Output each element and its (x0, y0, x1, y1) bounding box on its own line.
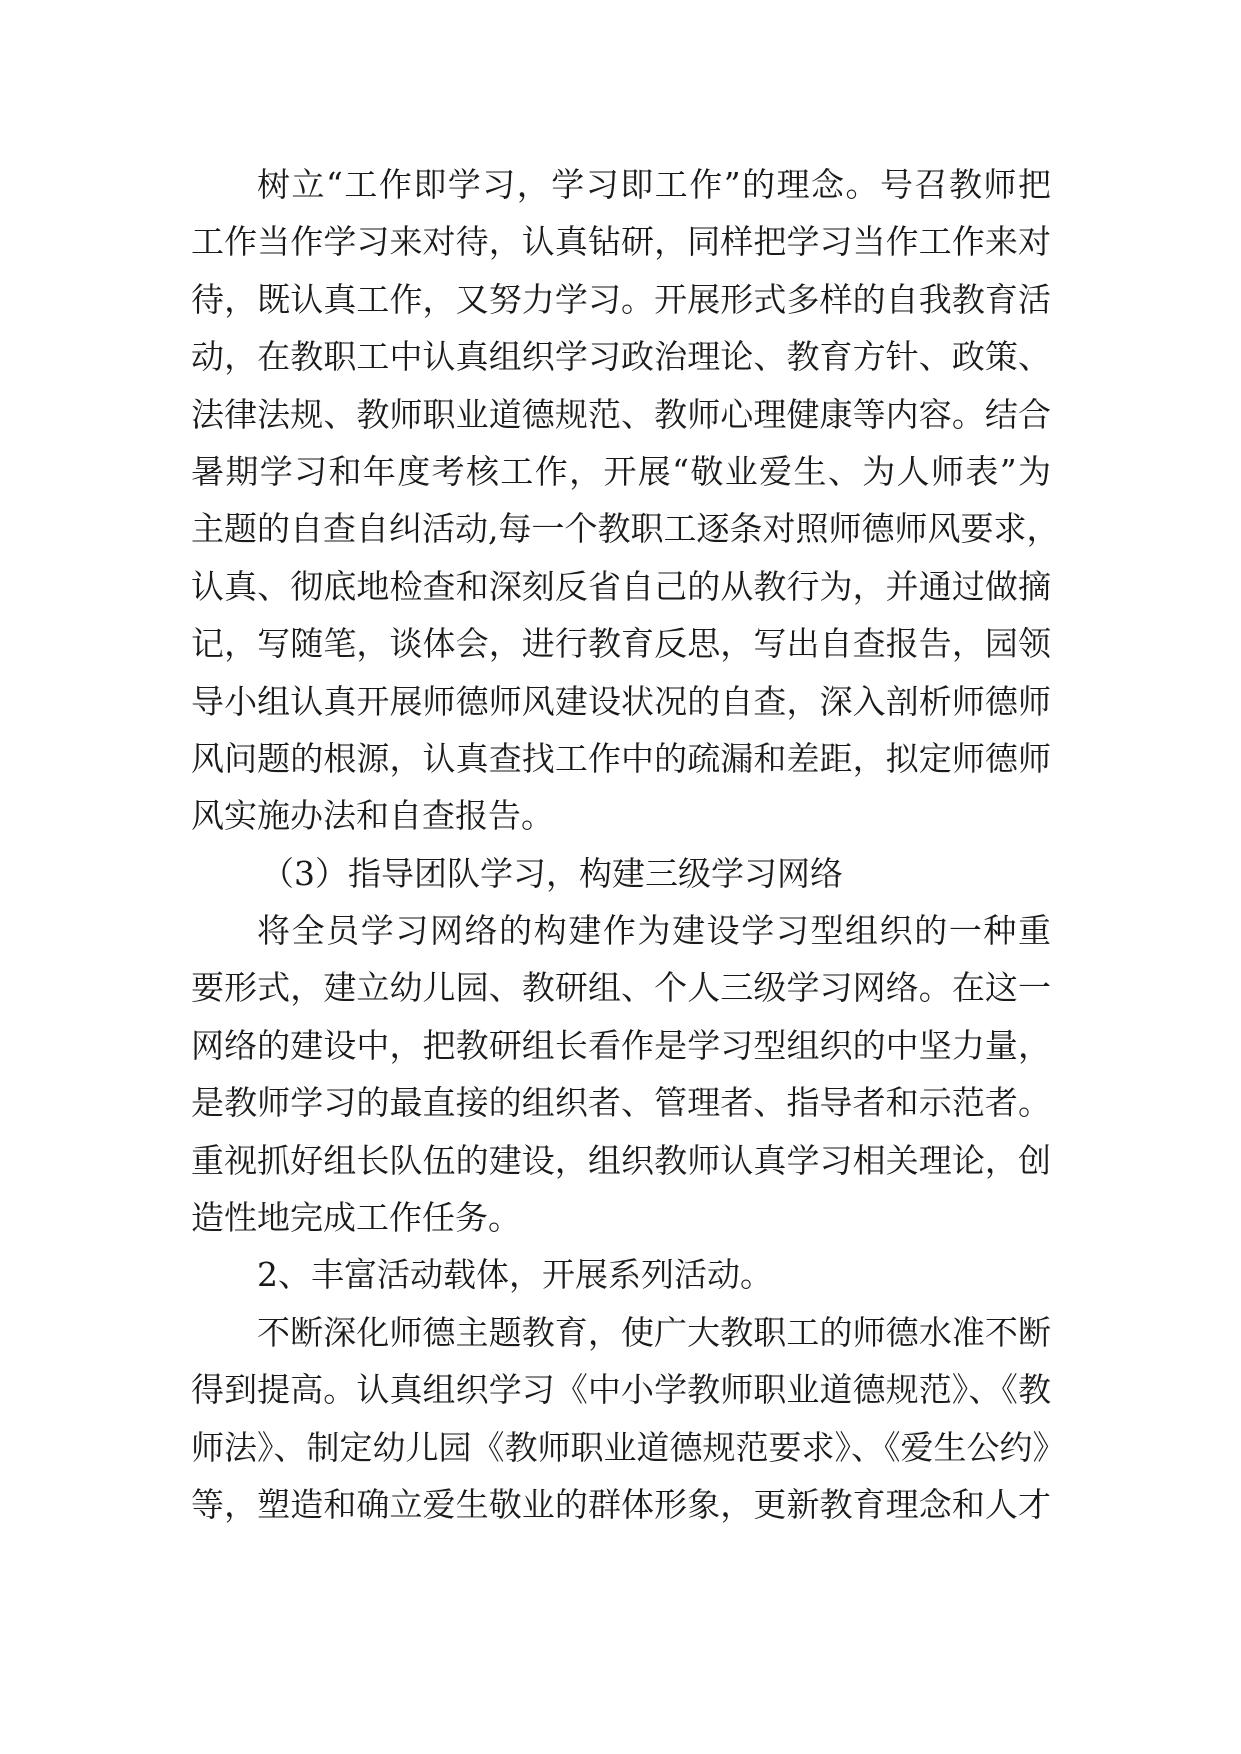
section-heading-3 (191, 845, 1051, 902)
text-line: 记，写随笔，谈体会，进行教育反思，写出自查报告，园领 (191, 624, 1051, 664)
body-text (191, 156, 1066, 1533)
text-line: 风问题的根源，认真查找工作中的疏漏和差距，拟定师德师 (191, 738, 1051, 778)
text-line: 待，既认真工作，又努力学习。开展形式多样的自我教育活 (191, 279, 1051, 319)
text-line: 师法》、制定幼儿园《教师职业道德规范要求》、《爱生公约》 (191, 1427, 1066, 1467)
text-line: 不断深化师德主题教育，使广大教职工的师德水准不断 (257, 1312, 1051, 1352)
text-line: 重视抓好组长队伍的建设，组织教师认真学习相关理论，创 (191, 1140, 1051, 1180)
text-line: 动，在教职工中认真组织学习政治理论、教育方针、政策、 (191, 337, 1051, 377)
paragraph-work-learning (191, 156, 1060, 845)
text-line: 将全员学习网络的构建作为建设学习型组织的一种重 (257, 911, 1051, 951)
section-heading-2 (191, 1246, 1051, 1303)
text-line: 是教师学习的最直接的组织者、管理者、指导者和示范者。 (191, 1083, 1051, 1123)
text-line: 等，塑造和确立爱生敬业的群体形象，更新教育理念和人才 (191, 1484, 1051, 1524)
text-line: 主题的自查自纠活动,每一个教职工逐条对照师德师风要求， (191, 509, 1060, 549)
text-line: 要形式，建立幼儿园、教研组、个人三级学习网络。在这一 (191, 968, 1051, 1008)
heading-line: 2、丰富活动载体，开展系列活动。 (257, 1255, 773, 1295)
text-line: 树立“工作即学习，学习即工作”的理念。号召教师把 (257, 165, 1051, 204)
text-line: 得到提高。认真组织学习《中小学教师职业道德规范》、《教 (191, 1370, 1051, 1410)
text-line: 导小组认真开展师德师风建设状况的自查，深入剖析师德师 (191, 681, 1051, 721)
text-line: 网络的建设中，把教研组长看作是学习型组织的中坚力量， (191, 1025, 1051, 1065)
text-line: 工作当作学习来对待，认真钻研，同样把学习当作工作来对 (191, 222, 1051, 262)
heading-line: （3）指导团队学习，构建三级学习网络 (261, 853, 843, 893)
text-line: 认真、彻底地检查和深刻反省自己的从教行为，并通过做摘 (191, 566, 1051, 606)
text-line: 法律法规、教师职业道德规范、教师心理健康等内容。结合 (191, 394, 1051, 434)
text-line: 暑期学习和年度考核工作，开展“敬业爱生、为人师表”为 (191, 451, 1051, 491)
text-line: 风实施办法和自查报告。 (191, 796, 554, 836)
text-line: 造性地完成工作任务。 (191, 1198, 521, 1238)
paragraph-learning-network (191, 902, 1051, 1246)
paragraph-ethics-education (191, 1304, 1066, 1534)
